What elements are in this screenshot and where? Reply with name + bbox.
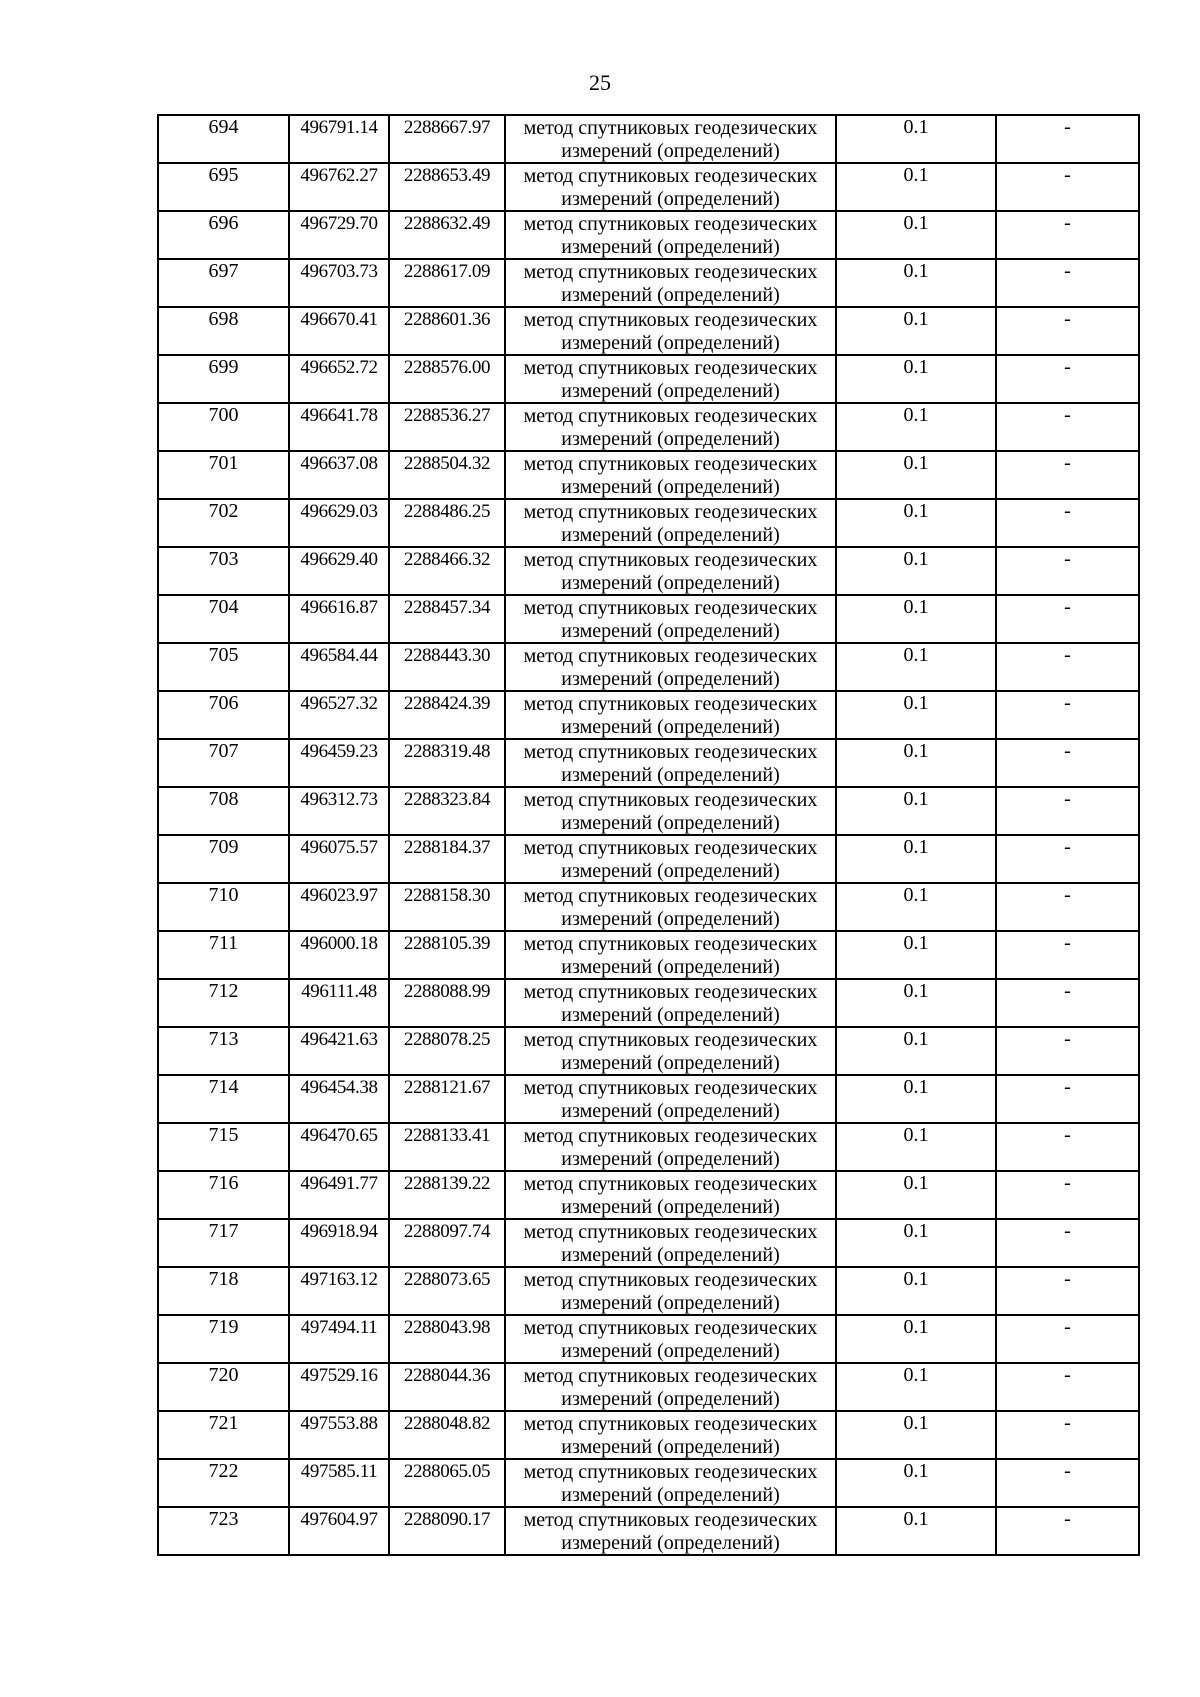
description-cell: - bbox=[996, 1219, 1139, 1267]
method-cell bbox=[505, 451, 836, 499]
point-number-cell: 699 bbox=[158, 355, 289, 403]
description-cell: - bbox=[996, 1123, 1139, 1171]
point-number-cell: 705 bbox=[158, 643, 289, 691]
method-line-2: измерений (определений) bbox=[561, 1388, 780, 1410]
y-coordinate-cell: 2288043.98 bbox=[389, 1315, 505, 1363]
y-coordinate-cell: 2288105.39 bbox=[389, 931, 505, 979]
x-coordinate-cell: 496629.40 bbox=[289, 547, 389, 595]
table-row bbox=[158, 1123, 1139, 1171]
x-coordinate-cell: 496584.44 bbox=[289, 643, 389, 691]
accuracy-cell: 0.1 bbox=[836, 1507, 996, 1555]
table-row bbox=[158, 1171, 1139, 1219]
point-number-cell: 697 bbox=[158, 259, 289, 307]
table-row bbox=[158, 451, 1139, 499]
method-line-2: измерений (определений) bbox=[561, 1148, 780, 1170]
method-line-2: измерений (определений) bbox=[561, 332, 780, 354]
method-cell bbox=[505, 307, 836, 355]
y-coordinate-cell: 2288653.49 bbox=[389, 163, 505, 211]
y-coordinate-cell: 2288576.00 bbox=[389, 355, 505, 403]
method-cell bbox=[505, 835, 836, 883]
table-row bbox=[158, 211, 1139, 259]
method-line-1: метод спутниковых геодезических bbox=[523, 1029, 818, 1051]
method-line-1: метод спутниковых геодезических bbox=[523, 1269, 818, 1291]
point-number-cell: 723 bbox=[158, 1507, 289, 1555]
description-cell: - bbox=[996, 643, 1139, 691]
accuracy-cell: 0.1 bbox=[836, 883, 996, 931]
method-cell bbox=[505, 1075, 836, 1123]
method-cell bbox=[505, 355, 836, 403]
point-number-cell: 698 bbox=[158, 307, 289, 355]
y-coordinate-cell: 2288617.09 bbox=[389, 259, 505, 307]
method-line-2: измерений (определений) bbox=[561, 620, 780, 642]
x-coordinate-cell: 496470.65 bbox=[289, 1123, 389, 1171]
y-coordinate-cell: 2288601.36 bbox=[389, 307, 505, 355]
method-line-2: измерений (определений) bbox=[561, 284, 780, 306]
accuracy-cell: 0.1 bbox=[836, 931, 996, 979]
accuracy-cell: 0.1 bbox=[836, 739, 996, 787]
table-row bbox=[158, 643, 1139, 691]
description-cell: - bbox=[996, 355, 1139, 403]
y-coordinate-cell: 2288139.22 bbox=[389, 1171, 505, 1219]
point-number-cell: 717 bbox=[158, 1219, 289, 1267]
table-row bbox=[158, 787, 1139, 835]
y-coordinate-cell: 2288486.25 bbox=[389, 499, 505, 547]
method-line-2: измерений (определений) bbox=[561, 1532, 780, 1554]
method-line-1: метод спутниковых геодезических bbox=[523, 165, 818, 187]
x-coordinate-cell: 496629.03 bbox=[289, 499, 389, 547]
x-coordinate-cell: 496421.63 bbox=[289, 1027, 389, 1075]
x-coordinate-cell: 496454.38 bbox=[289, 1075, 389, 1123]
accuracy-cell: 0.1 bbox=[836, 547, 996, 595]
table-row bbox=[158, 307, 1139, 355]
point-number-cell: 718 bbox=[158, 1267, 289, 1315]
point-number-cell: 719 bbox=[158, 1315, 289, 1363]
table-row bbox=[158, 1315, 1139, 1363]
method-line-2: измерений (определений) bbox=[561, 1052, 780, 1074]
description-cell: - bbox=[996, 499, 1139, 547]
method-line-1: метод спутниковых геодезических bbox=[523, 1509, 818, 1531]
method-line-2: измерений (определений) bbox=[561, 1436, 780, 1458]
description-cell: - bbox=[996, 931, 1139, 979]
method-line-2: измерений (определений) bbox=[561, 572, 780, 594]
method-line-1: метод спутниковых геодезических bbox=[523, 645, 818, 667]
table-row bbox=[158, 1507, 1139, 1555]
table-row bbox=[158, 691, 1139, 739]
accuracy-cell: 0.1 bbox=[836, 259, 996, 307]
y-coordinate-cell: 2288443.30 bbox=[389, 643, 505, 691]
table-row bbox=[158, 931, 1139, 979]
table-row bbox=[158, 1075, 1139, 1123]
method-line-2: измерений (определений) bbox=[561, 1196, 780, 1218]
accuracy-cell: 0.1 bbox=[836, 307, 996, 355]
method-line-1: метод спутниковых геодезических bbox=[523, 213, 818, 235]
x-coordinate-cell: 496491.77 bbox=[289, 1171, 389, 1219]
x-coordinate-cell: 496023.97 bbox=[289, 883, 389, 931]
method-line-1: метод спутниковых геодезических bbox=[523, 405, 818, 427]
method-cell bbox=[505, 595, 836, 643]
table-row bbox=[158, 835, 1139, 883]
y-coordinate-cell: 2288184.37 bbox=[389, 835, 505, 883]
y-coordinate-cell: 2288121.67 bbox=[389, 1075, 505, 1123]
method-line-1: метод спутниковых геодезических bbox=[523, 741, 818, 763]
description-cell: - bbox=[996, 211, 1139, 259]
method-cell bbox=[505, 1507, 836, 1555]
x-coordinate-cell: 496111.48 bbox=[289, 979, 389, 1027]
accuracy-cell: 0.1 bbox=[836, 1411, 996, 1459]
method-line-2: измерений (определений) bbox=[561, 1484, 780, 1506]
description-cell: - bbox=[996, 163, 1139, 211]
method-cell bbox=[505, 259, 836, 307]
method-line-1: метод спутниковых геодезических bbox=[523, 1365, 818, 1387]
method-line-1: метод спутниковых геодезических bbox=[523, 357, 818, 379]
y-coordinate-cell: 2288065.05 bbox=[389, 1459, 505, 1507]
table-row bbox=[158, 499, 1139, 547]
method-cell bbox=[505, 1267, 836, 1315]
point-number-cell: 720 bbox=[158, 1363, 289, 1411]
method-line-2: измерений (определений) bbox=[561, 956, 780, 978]
method-line-2: измерений (определений) bbox=[561, 1100, 780, 1122]
method-cell bbox=[505, 1219, 836, 1267]
x-coordinate-cell: 496616.87 bbox=[289, 595, 389, 643]
accuracy-cell: 0.1 bbox=[836, 1123, 996, 1171]
accuracy-cell: 0.1 bbox=[836, 835, 996, 883]
point-number-cell: 716 bbox=[158, 1171, 289, 1219]
table-row bbox=[158, 883, 1139, 931]
method-cell bbox=[505, 1315, 836, 1363]
method-cell bbox=[505, 643, 836, 691]
method-cell bbox=[505, 1363, 836, 1411]
table-row bbox=[158, 355, 1139, 403]
page-number: 25 bbox=[589, 70, 611, 95]
accuracy-cell: 0.1 bbox=[836, 787, 996, 835]
method-line-2: измерений (определений) bbox=[561, 908, 780, 930]
point-number-cell: 712 bbox=[158, 979, 289, 1027]
x-coordinate-cell: 496637.08 bbox=[289, 451, 389, 499]
method-line-1: метод спутниковых геодезических bbox=[523, 1221, 818, 1243]
method-line-2: измерений (определений) bbox=[561, 524, 780, 546]
method-line-1: метод спутниковых геодезических bbox=[523, 453, 818, 475]
accuracy-cell: 0.1 bbox=[836, 1075, 996, 1123]
description-cell: - bbox=[996, 1315, 1139, 1363]
table-row bbox=[158, 163, 1139, 211]
y-coordinate-cell: 2288044.36 bbox=[389, 1363, 505, 1411]
table-row bbox=[158, 259, 1139, 307]
method-line-2: измерений (определений) bbox=[561, 188, 780, 210]
description-cell: - bbox=[996, 115, 1139, 163]
method-cell bbox=[505, 883, 836, 931]
method-cell bbox=[505, 691, 836, 739]
method-cell bbox=[505, 1171, 836, 1219]
table-row bbox=[158, 1459, 1139, 1507]
method-line-1: метод спутниковых геодезических bbox=[523, 597, 818, 619]
point-number-cell: 694 bbox=[158, 115, 289, 163]
method-line-1: метод спутниковых геодезических bbox=[523, 117, 818, 139]
accuracy-cell: 0.1 bbox=[836, 1459, 996, 1507]
y-coordinate-cell: 2288457.34 bbox=[389, 595, 505, 643]
method-line-2: измерений (определений) bbox=[561, 812, 780, 834]
y-coordinate-cell: 2288090.17 bbox=[389, 1507, 505, 1555]
x-coordinate-cell: 496000.18 bbox=[289, 931, 389, 979]
table-row bbox=[158, 403, 1139, 451]
method-line-2: измерений (определений) bbox=[561, 860, 780, 882]
point-number-cell: 704 bbox=[158, 595, 289, 643]
point-number-cell: 715 bbox=[158, 1123, 289, 1171]
accuracy-cell: 0.1 bbox=[836, 643, 996, 691]
x-coordinate-cell: 496729.70 bbox=[289, 211, 389, 259]
description-cell: - bbox=[996, 739, 1139, 787]
x-coordinate-cell: 496703.73 bbox=[289, 259, 389, 307]
y-coordinate-cell: 2288536.27 bbox=[389, 403, 505, 451]
x-coordinate-cell: 496918.94 bbox=[289, 1219, 389, 1267]
method-line-2: измерений (определений) bbox=[561, 668, 780, 690]
point-number-cell: 700 bbox=[158, 403, 289, 451]
method-cell bbox=[505, 1027, 836, 1075]
method-line-2: измерений (определений) bbox=[561, 236, 780, 258]
accuracy-cell: 0.1 bbox=[836, 211, 996, 259]
x-coordinate-cell: 497529.16 bbox=[289, 1363, 389, 1411]
y-coordinate-cell: 2288424.39 bbox=[389, 691, 505, 739]
method-line-1: метод спутниковых геодезических bbox=[523, 1413, 818, 1435]
method-cell bbox=[505, 403, 836, 451]
method-line-2: измерений (определений) bbox=[561, 764, 780, 786]
method-cell bbox=[505, 211, 836, 259]
description-cell: - bbox=[996, 883, 1139, 931]
method-cell bbox=[505, 979, 836, 1027]
description-cell: - bbox=[996, 1459, 1139, 1507]
y-coordinate-cell: 2288504.32 bbox=[389, 451, 505, 499]
y-coordinate-cell: 2288097.74 bbox=[389, 1219, 505, 1267]
description-cell: - bbox=[996, 1027, 1139, 1075]
table-row bbox=[158, 595, 1139, 643]
y-coordinate-cell: 2288158.30 bbox=[389, 883, 505, 931]
method-cell bbox=[505, 115, 836, 163]
description-cell: - bbox=[996, 451, 1139, 499]
accuracy-cell: 0.1 bbox=[836, 1171, 996, 1219]
accuracy-cell: 0.1 bbox=[836, 403, 996, 451]
x-coordinate-cell: 497585.11 bbox=[289, 1459, 389, 1507]
point-number-cell: 708 bbox=[158, 787, 289, 835]
point-number-cell: 707 bbox=[158, 739, 289, 787]
method-line-2: измерений (определений) bbox=[561, 476, 780, 498]
y-coordinate-cell: 2288048.82 bbox=[389, 1411, 505, 1459]
point-number-cell: 710 bbox=[158, 883, 289, 931]
accuracy-cell: 0.1 bbox=[836, 163, 996, 211]
table-row bbox=[158, 1267, 1139, 1315]
method-line-1: метод спутниковых геодезических bbox=[523, 1317, 818, 1339]
method-line-1: метод спутниковых геодезических bbox=[523, 981, 818, 1003]
method-cell bbox=[505, 499, 836, 547]
point-number-cell: 701 bbox=[158, 451, 289, 499]
accuracy-cell: 0.1 bbox=[836, 979, 996, 1027]
accuracy-cell: 0.1 bbox=[836, 691, 996, 739]
y-coordinate-cell: 2288319.48 bbox=[389, 739, 505, 787]
x-coordinate-cell: 496459.23 bbox=[289, 739, 389, 787]
method-cell bbox=[505, 1411, 836, 1459]
method-cell bbox=[505, 1459, 836, 1507]
method-line-1: метод спутниковых геодезических bbox=[523, 885, 818, 907]
x-coordinate-cell: 496762.27 bbox=[289, 163, 389, 211]
description-cell: - bbox=[996, 1411, 1139, 1459]
description-cell: - bbox=[996, 691, 1139, 739]
method-line-2: измерений (определений) bbox=[561, 428, 780, 450]
point-number-cell: 706 bbox=[158, 691, 289, 739]
point-number-cell: 702 bbox=[158, 499, 289, 547]
x-coordinate-cell: 497553.88 bbox=[289, 1411, 389, 1459]
method-line-1: метод спутниковых геодезических bbox=[523, 501, 818, 523]
method-line-1: метод спутниковых геодезических bbox=[523, 1077, 818, 1099]
method-line-1: метод спутниковых геодезических bbox=[523, 309, 818, 331]
method-line-1: метод спутниковых геодезических bbox=[523, 837, 818, 859]
x-coordinate-cell: 496527.32 bbox=[289, 691, 389, 739]
y-coordinate-cell: 2288466.32 bbox=[389, 547, 505, 595]
method-line-2: измерений (определений) bbox=[561, 1244, 780, 1266]
accuracy-cell: 0.1 bbox=[836, 1363, 996, 1411]
accuracy-cell: 0.1 bbox=[836, 1219, 996, 1267]
method-line-2: измерений (определений) bbox=[561, 140, 780, 162]
method-cell bbox=[505, 163, 836, 211]
accuracy-cell: 0.1 bbox=[836, 595, 996, 643]
x-coordinate-cell: 497163.12 bbox=[289, 1267, 389, 1315]
accuracy-cell: 0.1 bbox=[836, 1315, 996, 1363]
description-cell: - bbox=[996, 403, 1139, 451]
x-coordinate-cell: 496670.41 bbox=[289, 307, 389, 355]
point-number-cell: 696 bbox=[158, 211, 289, 259]
accuracy-cell: 0.1 bbox=[836, 115, 996, 163]
table-row bbox=[158, 1411, 1139, 1459]
table-row bbox=[158, 1363, 1139, 1411]
point-number-cell: 714 bbox=[158, 1075, 289, 1123]
y-coordinate-cell: 2288133.41 bbox=[389, 1123, 505, 1171]
table-row bbox=[158, 1219, 1139, 1267]
coordinates-table bbox=[157, 114, 1140, 1556]
x-coordinate-cell: 496075.57 bbox=[289, 835, 389, 883]
x-coordinate-cell: 496312.73 bbox=[289, 787, 389, 835]
table-row bbox=[158, 1027, 1139, 1075]
description-cell: - bbox=[996, 595, 1139, 643]
method-cell bbox=[505, 931, 836, 979]
accuracy-cell: 0.1 bbox=[836, 355, 996, 403]
accuracy-cell: 0.1 bbox=[836, 1027, 996, 1075]
point-number-cell: 709 bbox=[158, 835, 289, 883]
point-number-cell: 703 bbox=[158, 547, 289, 595]
method-cell bbox=[505, 739, 836, 787]
method-line-2: измерений (определений) bbox=[561, 716, 780, 738]
x-coordinate-cell: 496791.14 bbox=[289, 115, 389, 163]
x-coordinate-cell: 497604.97 bbox=[289, 1507, 389, 1555]
point-number-cell: 713 bbox=[158, 1027, 289, 1075]
description-cell: - bbox=[996, 1267, 1139, 1315]
coordinates-table-body bbox=[158, 115, 1139, 1555]
description-cell: - bbox=[996, 547, 1139, 595]
method-line-2: измерений (определений) bbox=[561, 1292, 780, 1314]
y-coordinate-cell: 2288667.97 bbox=[389, 115, 505, 163]
x-coordinate-cell: 497494.11 bbox=[289, 1315, 389, 1363]
method-line-1: метод спутниковых геодезических bbox=[523, 549, 818, 571]
description-cell: - bbox=[996, 259, 1139, 307]
point-number-cell: 721 bbox=[158, 1411, 289, 1459]
table-row bbox=[158, 547, 1139, 595]
description-cell: - bbox=[996, 787, 1139, 835]
y-coordinate-cell: 2288088.99 bbox=[389, 979, 505, 1027]
method-line-2: измерений (определений) bbox=[561, 1340, 780, 1362]
method-cell bbox=[505, 547, 836, 595]
description-cell: - bbox=[996, 979, 1139, 1027]
x-coordinate-cell: 496641.78 bbox=[289, 403, 389, 451]
x-coordinate-cell: 496652.72 bbox=[289, 355, 389, 403]
method-line-1: метод спутниковых геодезических bbox=[523, 693, 818, 715]
method-line-1: метод спутниковых геодезических bbox=[523, 1125, 818, 1147]
method-line-1: метод спутниковых геодезических bbox=[523, 933, 818, 955]
accuracy-cell: 0.1 bbox=[836, 1267, 996, 1315]
point-number-cell: 711 bbox=[158, 931, 289, 979]
accuracy-cell: 0.1 bbox=[836, 451, 996, 499]
y-coordinate-cell: 2288078.25 bbox=[389, 1027, 505, 1075]
method-line-2: измерений (определений) bbox=[561, 380, 780, 402]
y-coordinate-cell: 2288632.49 bbox=[389, 211, 505, 259]
y-coordinate-cell: 2288073.65 bbox=[389, 1267, 505, 1315]
method-line-1: метод спутниковых геодезических bbox=[523, 1173, 818, 1195]
description-cell: - bbox=[996, 1075, 1139, 1123]
description-cell: - bbox=[996, 1507, 1139, 1555]
method-line-1: метод спутниковых геодезических bbox=[523, 1461, 818, 1483]
point-number-cell: 695 bbox=[158, 163, 289, 211]
method-cell bbox=[505, 1123, 836, 1171]
table-row bbox=[158, 739, 1139, 787]
description-cell: - bbox=[996, 1171, 1139, 1219]
method-line-2: измерений (определений) bbox=[561, 1004, 780, 1026]
method-line-1: метод спутниковых геодезических bbox=[523, 789, 818, 811]
table-row bbox=[158, 979, 1139, 1027]
point-number-cell: 722 bbox=[158, 1459, 289, 1507]
description-cell: - bbox=[996, 1363, 1139, 1411]
description-cell: - bbox=[996, 835, 1139, 883]
y-coordinate-cell: 2288323.84 bbox=[389, 787, 505, 835]
description-cell: - bbox=[996, 307, 1139, 355]
accuracy-cell: 0.1 bbox=[836, 499, 996, 547]
table-row bbox=[158, 115, 1139, 163]
method-line-1: метод спутниковых геодезических bbox=[523, 261, 818, 283]
method-cell bbox=[505, 787, 836, 835]
